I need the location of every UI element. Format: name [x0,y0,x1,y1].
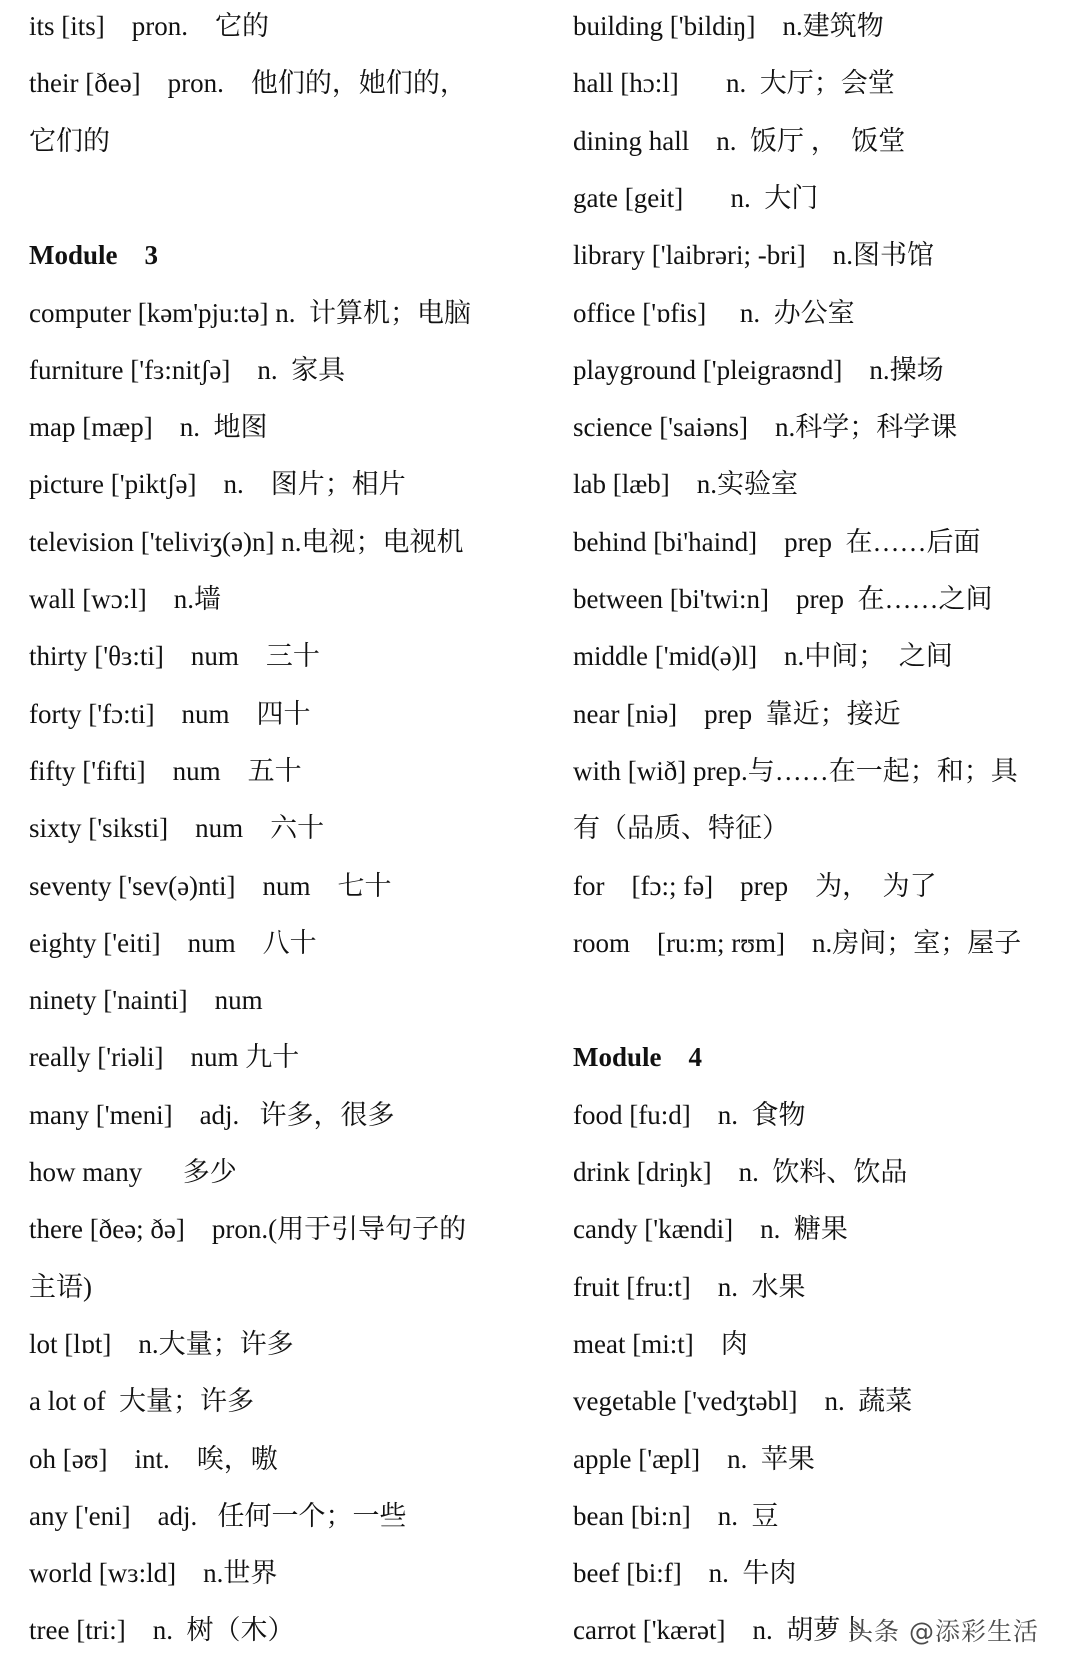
vocab-entry: really ['riəli] num 九十 [29,1042,300,1073]
vocab-entry: any ['eni] adj. 任何一个；一些 [29,1500,407,1531]
vocab-entry: room [ru:m; rʊm] n.房间；室；屋子 [573,927,1022,958]
vocab-entry: meat [mi:t] 肉 [573,1328,748,1359]
vocab-entry: fifty ['fifti] num 五十 [29,755,302,786]
vocab-entry: apple ['æpl] n. 苹果 [573,1443,815,1474]
vocab-entry: hall [hɔ:l] n. 大厅；会堂 [573,68,895,99]
vocab-entry: seventy ['sev(ə)nti] num 七十 [29,870,392,901]
vocab-entry: building ['bildiŋ] n.建筑物 [573,11,884,41]
vocab-entry: its [its] pron. 它的 [29,11,269,41]
vocab-entry: world [wɜ:ld] n.世界 [29,1558,278,1589]
watermark: 头条 @添彩生活 [848,1617,1039,1646]
vocab-entry: picture ['piktʃə] n. 图片；相片 [29,469,406,500]
vocab-entry: 它们的 [29,125,110,156]
vocab-entry: a lot of 大量；许多 [29,1386,254,1417]
vocab-entry: forty ['fɔ:ti] num 四十 [29,698,311,729]
vocab-entry: television ['teliviʒ(ə)n] n.电视；电视机 [29,526,464,557]
vocab-entry: playground ['pleigraʊnd] n.操场 [573,354,944,385]
module-heading: Module 4 [573,1042,703,1073]
vocab-entry: middle ['mid(ə)l] n.中间； 之间 [573,641,953,672]
vocab-entry: sixty ['siksti] num 六十 [29,813,325,844]
vocab-entry: drink [driŋk] n. 饮料、饮品 [573,1157,908,1187]
vocab-entry: how many 多少 [29,1157,237,1187]
vocab-entry: 主语) [29,1271,92,1302]
vocab-entry: near [niə] prep 靠近；接近 [573,698,901,729]
vocab-entry: beef [bi:f] n. 牛肉 [573,1558,797,1589]
vocab-entry: lot [lɒt] n.大量；许多 [29,1328,294,1359]
vocab-entry: oh [əʊ] int. 唉，嗷 [29,1443,278,1474]
vocab-entry: library ['laibrəri; -bri] n.图书馆 [573,240,935,271]
vocab-entry: fruit [fru:t] n. 水果 [573,1271,806,1302]
vocab-entry: their [ðeə] pron. 他们的，她们的， [29,68,467,99]
vocab-entry: for [fɔ:; fə] prep 为， 为了 [573,870,937,901]
vocab-entry: lab [læb] n.实验室 [573,469,798,500]
vocab-entry: behind [bi'haind] prep 在……后面 [573,526,981,557]
vocab-entry: gate [geit] n. 大门 [573,182,819,213]
vocab-entry: ninety ['nainti] num [29,985,263,1016]
vocab-entry: bean [bi:n] n. 豆 [573,1500,779,1531]
module-heading: Module 3 [29,240,159,271]
vocab-entry: many ['meni] adj. 许多，很多 [29,1099,395,1130]
vocab-entry: computer [kəm'pju:tə] n. 计算机；电脑 [29,297,472,328]
vocab-entry: dining hall n. 饭厅 ， 饭堂 [573,125,906,156]
vocab-entry: between [bi'twi:n] prep 在……之间 [573,584,993,614]
vocab-entry: vegetable ['vedʒtəbl] n. 蔬菜 [573,1386,913,1417]
vocab-entry: science ['saiəns] n.科学；科学课 [573,412,958,443]
vocab-entry: with [wið] prep.与……在一起；和；具 [573,755,1018,786]
vocab-entry: eighty ['eiti] num 八十 [29,927,317,958]
vocab-entry: tree [tri:] n. 树（木） [29,1615,295,1646]
vocab-entry: food [fu:d] n. 食物 [573,1099,806,1130]
vocab-entry: furniture ['fɜ:nitʃə] n. 家具 [29,354,346,385]
vocab-entry: thirty ['θɜ:ti] num 三十 [29,641,320,672]
vocab-entry: 有（品质、特征） [573,813,789,844]
vocab-entry: there [ðeə; ðə] pron.(用于引导句子的 [29,1214,467,1245]
vocab-entry: wall [wɔ:l] n.墙 [29,584,221,614]
vocab-entry: office ['ɒfis] n. 办公室 [573,297,855,328]
vocab-entry: carrot ['kærət] n. 胡萝卜 [573,1615,868,1646]
vocab-entry: map [mæp] n. 地图 [29,412,268,443]
vocab-entry: candy ['kændi] n. 糖果 [573,1214,848,1245]
